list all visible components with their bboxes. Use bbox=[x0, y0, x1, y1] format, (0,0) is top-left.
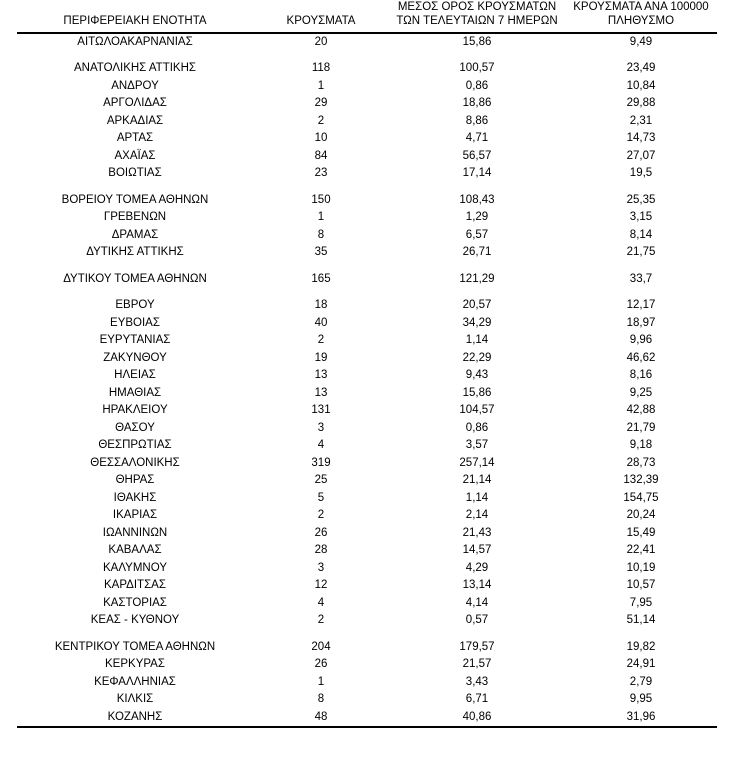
region-name-cell: ΗΛΕΙΑΣ bbox=[114, 369, 156, 382]
table-row bbox=[17, 612, 717, 630]
table-row bbox=[17, 165, 717, 183]
cases-cell: 28 bbox=[314, 544, 328, 557]
region-name-cell: ΕΒΡΟΥ bbox=[115, 299, 155, 312]
table-row bbox=[17, 315, 717, 333]
region-name-cell: ΗΡΑΚΛΕΙΟΥ bbox=[102, 404, 168, 417]
spacer-cell bbox=[17, 262, 253, 271]
per-100000-cell: 19,5 bbox=[629, 167, 653, 180]
cases-cell: 204 bbox=[311, 640, 331, 653]
region-name-cell: ΔΡΑΜΑΣ bbox=[111, 228, 159, 241]
table-row bbox=[17, 490, 717, 508]
per-100000-cell: 9,96 bbox=[629, 334, 653, 347]
cases-cell: 23 bbox=[314, 167, 328, 180]
table-spacer-row bbox=[17, 51, 717, 60]
cases-cell: 5 bbox=[317, 491, 325, 504]
spacer-cell bbox=[253, 262, 389, 271]
region-name-cell: ΚΕΦΑΛΛΗΝΙΑΣ bbox=[94, 675, 176, 688]
table-row bbox=[17, 297, 717, 315]
region-name-cell: ΕΥΡΥΤΑΝΙΑΣ bbox=[99, 334, 171, 347]
weekly-average-cell: 104,57 bbox=[459, 404, 495, 417]
cases-cell: 12 bbox=[314, 579, 328, 592]
cases-cell: 13 bbox=[314, 369, 328, 382]
table-row bbox=[17, 244, 717, 262]
region-name-cell: ΙΩΑΝΝΙΝΩΝ bbox=[102, 526, 168, 539]
table-row bbox=[17, 332, 717, 350]
region-name-cell: ΕΥΒΟΙΑΣ bbox=[110, 316, 160, 329]
weekly-average-cell: 0,86 bbox=[465, 421, 489, 434]
weekly-average-cell: 0,86 bbox=[465, 79, 489, 92]
table-row bbox=[17, 78, 717, 96]
weekly-average-cell: 21,57 bbox=[462, 658, 492, 671]
per-100000-cell: 29,88 bbox=[626, 97, 656, 110]
column-header-weekly-average-line1: ΜΕΣΟΣ ΟΡΟΣ ΚΡΟΥΣΜΑΤΩΝ bbox=[397, 1, 557, 13]
per-100000-cell: 2,31 bbox=[629, 114, 653, 127]
spacer-cell bbox=[17, 288, 253, 297]
region-name-cell: ΚΟΖΑΝΗΣ bbox=[17, 709, 253, 728]
region-name-cell: ΘΕΣΣΑΛΟΝΙΚΗΣ bbox=[90, 456, 180, 469]
weekly-average-cell: 8,86 bbox=[465, 114, 489, 127]
region-name-cell: ΚΑΛΥΜΝΟΥ bbox=[103, 561, 167, 574]
cases-cell: 2 bbox=[317, 114, 325, 127]
region-name-cell: ΑΡΚΑΔΙΑΣ bbox=[106, 114, 164, 127]
weekly-average-cell: 4,29 bbox=[465, 561, 489, 574]
table-row bbox=[17, 33, 717, 52]
table-row bbox=[17, 402, 717, 420]
table-row bbox=[17, 595, 717, 613]
table-body bbox=[17, 33, 717, 728]
per-100000-cell: 21,79 bbox=[626, 421, 656, 434]
region-name-cell: ΖΑΚΥΝΘΟΥ bbox=[103, 351, 167, 364]
weekly-average-cell: 26,71 bbox=[462, 246, 492, 259]
per-100000-cell: 10,57 bbox=[626, 579, 656, 592]
cases-cell: 1 bbox=[317, 211, 325, 224]
table-row bbox=[17, 691, 717, 709]
cases-cell: 35 bbox=[314, 246, 328, 259]
weekly-average-cell: 100,57 bbox=[459, 62, 495, 75]
region-name-cell: ΑΧΑΪΑΣ bbox=[114, 149, 156, 162]
per-100000-cell: 33,7 bbox=[629, 272, 653, 285]
weekly-average-cell: 6,71 bbox=[465, 693, 489, 706]
region-name-cell: ΚΕΑΣ - ΚΥΘΝΟΥ bbox=[90, 614, 180, 627]
weekly-average-cell: 257,14 bbox=[459, 456, 495, 469]
per-100000-cell: 8,16 bbox=[629, 369, 653, 382]
table-row bbox=[17, 656, 717, 674]
spacer-cell bbox=[253, 183, 389, 192]
cases-cell: 84 bbox=[314, 149, 328, 162]
column-header-weekly-average bbox=[389, 0, 565, 33]
spacer-cell bbox=[565, 288, 717, 297]
spacer-cell bbox=[389, 262, 565, 271]
spacer-cell bbox=[565, 630, 717, 639]
table-row bbox=[17, 130, 717, 148]
cases-cell: 2 bbox=[317, 614, 325, 627]
table-spacer-row bbox=[17, 288, 717, 297]
cases-cell: 25 bbox=[314, 474, 328, 487]
cases-cell: 150 bbox=[311, 193, 331, 206]
table-spacer-row bbox=[17, 183, 717, 192]
region-name-cell: ΗΜΑΘΙΑΣ bbox=[108, 386, 162, 399]
per-100000-cell: 154,75 bbox=[623, 491, 659, 504]
weekly-average-cell: 179,57 bbox=[459, 640, 495, 653]
region-name-cell: ΒΟΙΩΤΙΑΣ bbox=[108, 167, 162, 180]
table-row bbox=[17, 95, 717, 113]
cases-cell: 3 bbox=[317, 421, 325, 434]
per-100000-cell: 46,62 bbox=[626, 351, 656, 364]
per-100000-cell: 19,82 bbox=[626, 640, 656, 653]
cases-cell: 131 bbox=[311, 404, 331, 417]
table-row bbox=[17, 148, 717, 166]
per-100000-cell: 3,15 bbox=[629, 211, 653, 224]
table-row bbox=[17, 525, 717, 543]
cases-cell: 8 bbox=[317, 228, 325, 241]
region-name-cell: ΔΥΤΙΚΟΥ ΤΟΜΕΑ ΑΘΗΝΩΝ bbox=[63, 272, 207, 285]
region-name-cell: ΚΑΒΑΛΑΣ bbox=[108, 544, 162, 557]
table-row bbox=[17, 420, 717, 438]
table-row bbox=[17, 350, 717, 368]
weekly-average-cell: 4,14 bbox=[465, 596, 489, 609]
region-name-cell: ΙΘΑΚΗΣ bbox=[113, 491, 157, 504]
table-row bbox=[17, 472, 717, 490]
spacer-cell bbox=[253, 630, 389, 639]
per-100000-cell: 8,14 bbox=[629, 228, 653, 241]
regional-cases-table bbox=[17, 0, 717, 728]
column-header-region-line1: ΠΕΡΙΦΕΡΕΙΑΚΗ ΕΝΟΤΗΤΑ bbox=[63, 15, 207, 28]
per-100000-cell: 31,96 bbox=[565, 709, 717, 728]
per-100000-cell: 9,49 bbox=[629, 35, 653, 48]
weekly-average-cell: 9,43 bbox=[465, 369, 489, 382]
per-100000-cell: 51,14 bbox=[626, 614, 656, 627]
region-name-cell: ΒΟΡΕΙΟΥ ΤΟΜΕΑ ΑΘΗΝΩΝ bbox=[61, 193, 209, 206]
cases-cell: 29 bbox=[314, 97, 328, 110]
table-row bbox=[17, 674, 717, 692]
region-name-cell: ΑΡΓΟΛΙΔΑΣ bbox=[103, 97, 167, 110]
spacer-cell bbox=[253, 288, 389, 297]
per-100000-cell: 10,19 bbox=[626, 561, 656, 574]
table-row bbox=[17, 385, 717, 403]
weekly-average-cell: 21,43 bbox=[462, 526, 492, 539]
table-row bbox=[17, 709, 717, 728]
column-header-per-100000 bbox=[565, 0, 717, 33]
weekly-average-cell: 6,57 bbox=[465, 228, 489, 241]
region-name-cell: ΘΗΡΑΣ bbox=[115, 474, 155, 487]
region-name-cell: ΑΝΔΡΟΥ bbox=[111, 79, 159, 92]
cases-cell: 2 bbox=[317, 509, 325, 522]
per-100000-cell: 9,25 bbox=[629, 386, 653, 399]
weekly-average-cell: 3,43 bbox=[465, 675, 489, 688]
cases-cell: 26 bbox=[314, 526, 328, 539]
spacer-cell bbox=[389, 630, 565, 639]
weekly-average-cell: 108,43 bbox=[459, 193, 495, 206]
table-row bbox=[17, 560, 717, 578]
column-header-per-100000-line2: ΠΛΗΘΥΣΜΟ bbox=[607, 15, 675, 28]
table-row bbox=[17, 577, 717, 595]
cases-cell: 40 bbox=[314, 316, 328, 329]
weekly-average-cell: 1,14 bbox=[465, 334, 489, 347]
table-row bbox=[17, 227, 717, 245]
spacer-cell bbox=[389, 51, 565, 60]
spacer-cell bbox=[17, 183, 253, 192]
cases-cell: 4 bbox=[317, 439, 325, 452]
table-row bbox=[17, 271, 717, 289]
table-spacer-row bbox=[17, 630, 717, 639]
table-header bbox=[17, 0, 717, 33]
weekly-average-cell: 15,86 bbox=[462, 35, 492, 48]
weekly-average-cell: 13,14 bbox=[462, 579, 492, 592]
weekly-average-cell: 121,29 bbox=[459, 272, 495, 285]
region-name-cell: ΘΕΣΠΡΩΤΙΑΣ bbox=[98, 439, 172, 452]
region-name-cell: ΚΑΣΤΟΡΙΑΣ bbox=[103, 596, 167, 609]
spacer-cell bbox=[565, 51, 717, 60]
table-row bbox=[17, 60, 717, 78]
spacer-cell bbox=[389, 183, 565, 192]
per-100000-cell: 14,73 bbox=[626, 132, 656, 145]
column-header-weekly-average-line2: ΤΩΝ ΤΕΛΕΥΤΑΙΩΝ 7 ΗΜΕΡΩΝ bbox=[396, 15, 558, 28]
per-100000-cell: 15,49 bbox=[626, 526, 656, 539]
table-row bbox=[17, 455, 717, 473]
spacer-cell bbox=[253, 51, 389, 60]
table-header-row bbox=[17, 0, 717, 33]
spacer-cell bbox=[17, 630, 253, 639]
cases-cell: 4 bbox=[317, 596, 325, 609]
region-name-cell: ΚΕΝΤΡΙΚΟΥ ΤΟΜΕΑ ΑΘΗΝΩΝ bbox=[54, 640, 216, 653]
cases-cell: 165 bbox=[311, 272, 331, 285]
weekly-average-cell: 1,14 bbox=[465, 491, 489, 504]
region-name-cell: ΚΕΡΚΥΡΑΣ bbox=[105, 658, 165, 671]
spacer-cell bbox=[17, 51, 253, 60]
cases-cell: 1 bbox=[317, 675, 325, 688]
column-header-region bbox=[17, 0, 253, 33]
table-row bbox=[17, 639, 717, 657]
table-row bbox=[17, 367, 717, 385]
per-100000-cell: 7,95 bbox=[629, 596, 653, 609]
weekly-average-cell: 21,14 bbox=[462, 474, 492, 487]
column-header-cases bbox=[253, 0, 389, 33]
cases-cell: 319 bbox=[311, 456, 331, 469]
spacer-cell bbox=[389, 288, 565, 297]
region-name-cell: ΘΑΣΟΥ bbox=[115, 421, 155, 434]
region-name-cell: ΚΙΛΚΙΣ bbox=[116, 693, 154, 706]
per-100000-cell: 42,88 bbox=[626, 404, 656, 417]
weekly-average-cell: 34,29 bbox=[462, 316, 492, 329]
region-name-cell: ΑΙΤΩΛΟΑΚΑΡΝΑΝΙΑΣ bbox=[77, 35, 193, 48]
weekly-average-cell: 40,86 bbox=[389, 709, 565, 728]
per-100000-cell: 9,95 bbox=[629, 693, 653, 706]
per-100000-cell: 12,17 bbox=[626, 299, 656, 312]
weekly-average-cell: 56,57 bbox=[462, 149, 492, 162]
cases-cell: 8 bbox=[317, 693, 325, 706]
region-name-cell: ΔΥΤΙΚΗΣ ΑΤΤΙΚΗΣ bbox=[86, 246, 184, 259]
column-header-cases-line1: ΚΡΟΥΣΜΑΤΑ bbox=[286, 15, 356, 28]
cases-cell: 10 bbox=[314, 132, 328, 145]
table-row bbox=[17, 209, 717, 227]
per-100000-cell: 21,75 bbox=[626, 246, 656, 259]
per-100000-cell: 10,84 bbox=[626, 79, 656, 92]
weekly-average-cell: 22,29 bbox=[462, 351, 492, 364]
table-spacer-row bbox=[17, 262, 717, 271]
region-name-cell: ΓΡΕΒΕΝΩΝ bbox=[103, 211, 167, 224]
table-row bbox=[17, 542, 717, 560]
per-100000-cell: 27,07 bbox=[626, 149, 656, 162]
spacer-cell bbox=[565, 262, 717, 271]
table-row bbox=[17, 507, 717, 525]
weekly-average-cell: 18,86 bbox=[462, 97, 492, 110]
cases-cell: 13 bbox=[314, 386, 328, 399]
cases-cell: 26 bbox=[314, 658, 328, 671]
table-row bbox=[17, 437, 717, 455]
weekly-average-cell: 14,57 bbox=[462, 544, 492, 557]
weekly-average-cell: 4,71 bbox=[465, 132, 489, 145]
per-100000-cell: 23,49 bbox=[626, 62, 656, 75]
weekly-average-cell: 1,29 bbox=[465, 211, 489, 224]
weekly-average-cell: 0,57 bbox=[465, 614, 489, 627]
cases-cell: 18 bbox=[314, 299, 328, 312]
per-100000-cell: 25,35 bbox=[626, 193, 656, 206]
per-100000-cell: 22,41 bbox=[626, 544, 656, 557]
cases-cell: 2 bbox=[317, 334, 325, 347]
weekly-average-cell: 3,57 bbox=[465, 439, 489, 452]
cases-cell: 3 bbox=[317, 561, 325, 574]
per-100000-cell: 9,18 bbox=[629, 439, 653, 452]
per-100000-cell: 20,24 bbox=[626, 509, 656, 522]
per-100000-cell: 24,91 bbox=[626, 658, 656, 671]
region-name-cell: ΑΝΑΤΟΛΙΚΗΣ ΑΤΤΙΚΗΣ bbox=[73, 62, 196, 75]
per-100000-cell: 2,79 bbox=[629, 675, 653, 688]
cases-cell: 118 bbox=[311, 62, 331, 75]
column-header-per-100000-line1: ΚΡΟΥΣΜΑΤΑ ΑΝΑ 100000 bbox=[573, 1, 709, 13]
cases-cell: 1 bbox=[317, 79, 325, 92]
table-row bbox=[17, 113, 717, 131]
cases-cell: 19 bbox=[314, 351, 328, 364]
cases-cell: 20 bbox=[314, 35, 328, 48]
per-100000-cell: 28,73 bbox=[626, 456, 656, 469]
weekly-average-cell: 20,57 bbox=[462, 299, 492, 312]
cases-cell: 48 bbox=[253, 709, 389, 728]
per-100000-cell: 132,39 bbox=[623, 474, 659, 487]
table-row bbox=[17, 192, 717, 210]
region-name-cell: ΚΑΡΔΙΤΣΑΣ bbox=[104, 579, 166, 592]
spacer-cell bbox=[565, 183, 717, 192]
per-100000-cell: 18,97 bbox=[626, 316, 656, 329]
weekly-average-cell: 15,86 bbox=[462, 386, 492, 399]
weekly-average-cell: 2,14 bbox=[465, 509, 489, 522]
weekly-average-cell: 17,14 bbox=[462, 167, 492, 180]
region-name-cell: ΙΚΑΡΙΑΣ bbox=[112, 509, 158, 522]
region-name-cell: ΑΡΤΑΣ bbox=[116, 132, 154, 145]
